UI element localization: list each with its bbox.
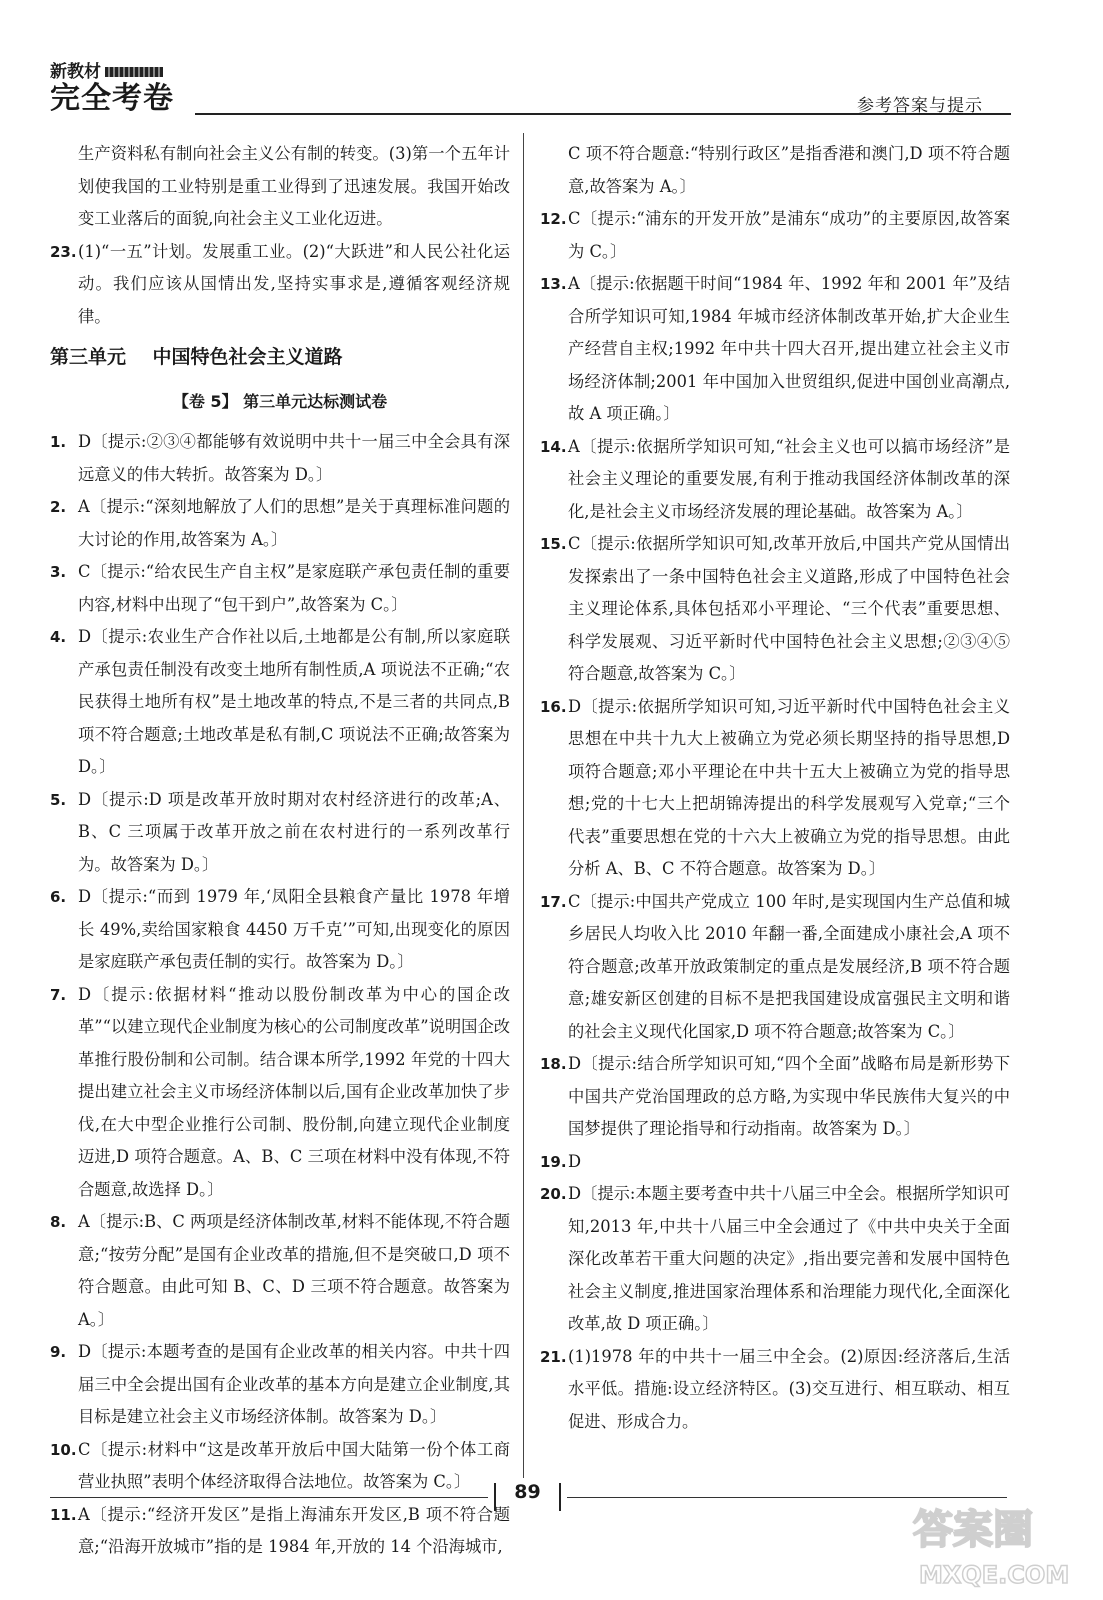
answer-text: C〔提示:依据所学知识可知,改革开放后,中国共产党从国情出发探索出了一条中国特色社会主义道路,形成了中国特色社会主义理论体系,具体包括邓小平理论、“三个代表”重要思想、科学发展观、习近平新时代中国特色社会主义思想;②③④⑤符合题意,故答案为 C。〕 <box>568 534 1010 683</box>
answer-item <box>540 203 1010 268</box>
page-number: 89 <box>500 1481 555 1503</box>
answer-number: 15. <box>540 535 567 553</box>
answer-text: C〔提示:中国共产党成立 100 年时,是实现国内生产总值和城乡居民人均收入比 2010 年翻一番,全面建成小康社会,A 项不符合题意;改革开放政策制定的重点是发展经济,B 项不符合题意;雄安新区创建的目标不是把我国建设成富强民主文明和谐的社会主义现代化国家,D 项不符合题意;故答案为 C。〕 <box>568 891 1010 1041</box>
right-answer-list <box>540 203 1010 1438</box>
answer-item <box>50 426 510 491</box>
left-answer-list <box>50 426 510 1564</box>
answer-item <box>540 1341 1010 1439</box>
answer-number: 11. <box>50 1505 77 1524</box>
answer-text: (1)1978 年的中共十一届三中全会。(2)原因:经济落后,生活水平低。措施:设立经济特区。(3)交互进行、相互联动、相互促进、形成合力。 <box>568 1346 1010 1431</box>
logo-barcode-decoration <box>105 67 163 77</box>
answer-text: D〔提示:D 项是改革开放时期对农村经济进行的改革;A、B、C 三项属于改革开放之前在农村进行的一系列改革行为。故答案为 D。〕 <box>78 789 510 874</box>
answer-item <box>540 528 1010 691</box>
answer-number: 14. <box>540 437 567 456</box>
continuation-paragraph: 生产资料私有制向社会主义公有制的转变。(3)第一个五年计划使我国的工业特别是重工业得到了迅速发展。我国开始改变工业落后的面貌,向社会主义工业化迈进。 <box>78 144 510 228</box>
answer-number: 19. <box>540 1152 567 1171</box>
answer-item <box>540 431 1010 529</box>
answer-item <box>50 1336 510 1434</box>
answer-number: 3. <box>50 563 67 581</box>
answer-text: D〔提示:②③④都能够有效说明中共十一届三中全会具有深远意义的伟大转折。故答案为 D。〕 <box>78 432 510 484</box>
answer-number: 9. <box>50 1343 67 1361</box>
footer-rule-left <box>50 1497 488 1498</box>
section-title: 参考答案与提示 <box>857 96 983 116</box>
answer-text: A〔提示:B、C 两项是经济体制改革,材料不能体现,不符合题意;“按劳分配”是国有企业改革的措施,但不是突破口,D 项不符合题意。由此可知 B、C、D 三项不符合题意。故答案为 A。〕 <box>78 1212 510 1329</box>
answer-number: 6. <box>50 888 67 906</box>
answer-text: D〔提示:“而到 1979 年,‘凤阳全县粮食产量比 1978 年增长 49%,卖给国家粮食 4450 万千克’”可知,出现变化的原因是家庭联产承包责任制的实行。故答案为 D。〕 <box>78 887 510 971</box>
answer-text: D〔提示:本题考查的是国有企业改革的相关内容。中共十四届三中全会提出国有企业改革的基本方向是建立企业制度,其目标是建立社会主义市场经济体制。故答案为 D。〕 <box>78 1342 510 1426</box>
answer-text: A〔提示:依据所学知识可知,“社会主义也可以搞市场经济”是社会主义理论的重要发展,有利于推动我国经济体制改革的深化,是社会主义市场经济发展的理论基础。故答案为 A。〕 <box>568 436 1010 521</box>
answer-number: 1. <box>50 433 67 451</box>
page-header <box>0 0 1103 130</box>
answer-text: D〔提示:结合所学知识可知,“四个全面”战略布局是新形势下中国共产党治国理政的总方略,为实现中华民族伟大复兴的中国梦提供了理论指导和行动指南。故答案为 D。〕 <box>568 1054 1010 1138</box>
answer-number: 23. <box>50 242 77 261</box>
answer-text: C〔提示:“浦东的开发开放”是浦东“成功”的主要原因,故答案为 C。〕 <box>568 209 1010 261</box>
answer-item <box>50 1499 510 1564</box>
answer-number: 4. <box>50 628 67 646</box>
answer-item <box>50 881 510 979</box>
left-column <box>50 138 510 1564</box>
answer-text: D〔提示:本题主要考查中共十八届三中全会。根据所学知识可知,2013 年,中共十八届三中全会通过了《中共中央关于全面深化改革若干重大问题的决定》,指出要完善和发展中国特色社会主义制度,推进国家治理体系和治理能力现代化,全面深化改革,故 D 项正确。〕 <box>568 1184 1010 1333</box>
right-column <box>540 138 1010 1438</box>
answer-number: 21. <box>540 1347 567 1366</box>
answer-text: D〔提示:依据材料“推动以股份制改革为中心的国企改革”“以建立现代企业制度为核心的公司制度改革”说明国企改革推行股份制和公司制。结合课本所学,1992 年党的十四大提出建立社会主义市场经济体制以后,国有企业改革加快了步伐,在大中型企业推行公司制、股份制,向建立现代企业制度迈进,D 项符合题意。A、B、C 三项在材料中没有体现,不符合题意,故选择 D。〕 <box>78 984 511 1199</box>
logo-line-1: 新教材 <box>50 62 101 82</box>
watermark-url-text: MXQE.COM <box>919 1561 1070 1589</box>
answer-number: 13. <box>540 275 567 293</box>
book-logo <box>50 62 174 116</box>
answer-number: 17. <box>540 892 567 911</box>
continuation-paragraph: C 项不符合题意:“特别行政区”是指香港和澳门,D 项不符合题意,故答案为 A。〕 <box>568 144 1010 196</box>
answer-text: C〔提示:材料中“这是改革开放后中国大陆第一份个体工商营业执照”表明个体经济取得合法地位。故答案为 C。〕 <box>78 1439 510 1491</box>
answer-item <box>540 268 1010 431</box>
watermark-logo-text: 答案圈 <box>913 1507 1033 1553</box>
answer-item <box>540 691 1010 886</box>
unit-heading: 第三单元 中国特色社会主义道路 <box>50 346 343 368</box>
answer-item <box>50 784 510 882</box>
answer-text: A〔提示:“深刻地解放了人们的思想”是关于真理标准问题的大讨论的作用,故答案为 A。〕 <box>78 497 510 549</box>
answer-number: 10. <box>50 1440 77 1459</box>
answer-number: 2. <box>50 498 67 516</box>
answer-item <box>50 1434 510 1499</box>
answer-number: 12. <box>540 210 567 228</box>
answer-item <box>540 1146 1010 1179</box>
answer-item <box>540 886 1010 1049</box>
answer-text: D <box>568 1151 582 1171</box>
answer-text: A〔提示:“经济开发区”是指上海浦东开发区,B 项不符合题意;“沿海开放城市”指的是 1984 年,开放的 14 个沿海城市, <box>78 1504 510 1556</box>
test-heading: 【卷 5】 第三单元达标测试卷 <box>172 391 388 411</box>
answer-text: (1)“一五”计划。发展重工业。(2)“大跃进”和人民公社化运动。我们应该从国情出发,坚持实事求是,遵循客观经济规律。 <box>78 241 510 326</box>
watermark-logo <box>905 1495 1080 1595</box>
answer-item <box>540 1048 1010 1146</box>
answer-number: 18. <box>540 1055 567 1073</box>
answer-number: 7. <box>50 985 67 1004</box>
answer-number: 20. <box>540 1185 567 1203</box>
answer-item <box>50 979 510 1207</box>
answer-number: 5. <box>50 790 67 809</box>
logo-line-2: 完全考卷 <box>50 81 174 116</box>
answer-number: 16. <box>540 697 567 716</box>
answer-item <box>540 1178 1010 1341</box>
column-divider <box>523 133 524 1478</box>
answer-item <box>50 621 510 784</box>
answer-number: 8. <box>50 1213 67 1231</box>
answer-item <box>50 491 510 556</box>
answer-item <box>50 556 510 621</box>
header-rule <box>195 113 1011 115</box>
answer-text: A〔提示:依据题干时间“1984 年、1992 年和 2001 年”及结合所学知识可知,1984 年城市经济体制改革开始,扩大企业生产经营自主权;1992 年中共十四大召开,提出建立社会主义市场经济体制;2001 年中国加入世贸组织,促进中国创业高潮点,故 A 项正确。〕 <box>568 274 1010 423</box>
answer-text: D〔提示:依据所学知识可知,习近平新时代中国特色社会主义思想在中共十九大上被确立为党必须长期坚持的指导思想,D 项符合题意;邓小平理论在中共十五大上被确立为党的指导思想;党的十七大上把胡锦涛提出的科学发展观写入党章;“三个代表”重要思想在党的十六大上被确立为党的指导思想。由此分析 A、B、C 不符合题意。故答案为 D。〕 <box>568 696 1010 878</box>
answer-text: C〔提示:“给农民生产自主权”是家庭联产承包责任制的重要内容,材料中出现了“包干到户”,故答案为 C。〕 <box>78 562 510 614</box>
answer-item <box>50 1206 510 1336</box>
answer-text: D〔提示:农业生产合作社以后,土地都是公有制,所以家庭联产承包责任制没有改变土地所有制性质,A 项说法不正确;“农民获得土地所有权”是土地改革的特点,不是三者的共同点,B 项不符合题意;土地改革是私有制,C 项说法不正确;故答案为 D。〕 <box>78 627 510 776</box>
answer-item <box>50 236 510 334</box>
